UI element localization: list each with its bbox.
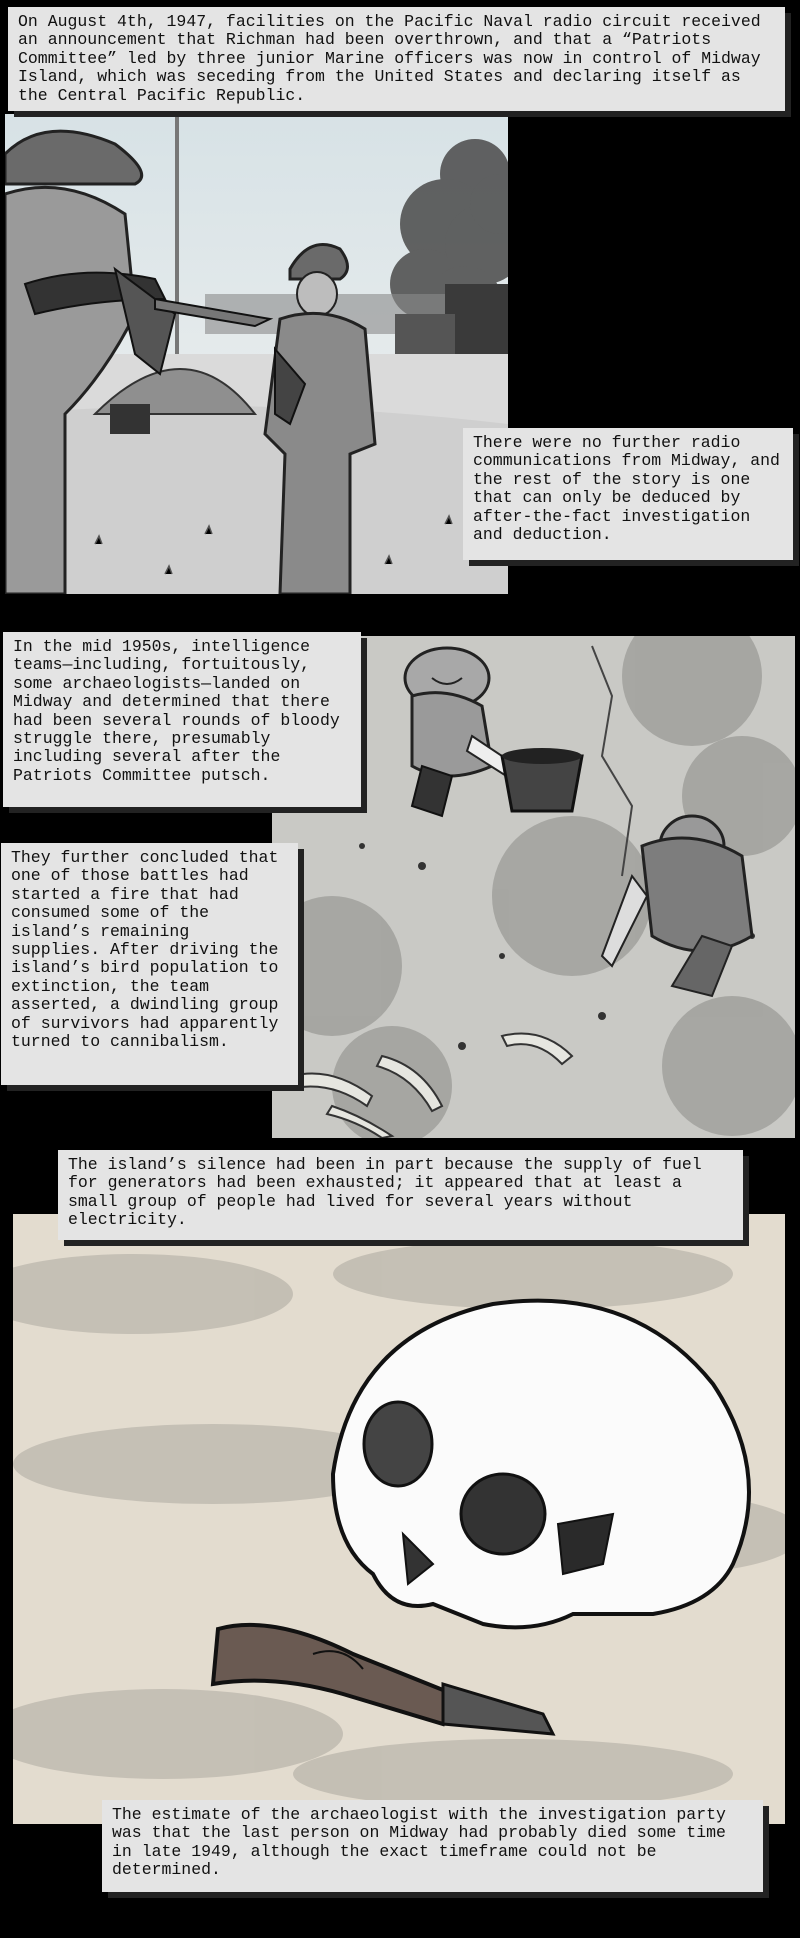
- caption-intelligence-teams: [3, 632, 361, 807]
- caption-islands-silence: [58, 1150, 743, 1240]
- caption-last-person-estimate: [102, 1800, 763, 1892]
- bucket: [502, 756, 582, 811]
- caption-text: In the mid 1950s, intelligence teams—including, fortuitously, some archaeologists—landed on Midway and determined that there had been several rounds of bloody struggle there, presumably including several after the Patriots Committee putsch.: [13, 637, 350, 785]
- comic-panel-3: [13, 1214, 785, 1824]
- caption-text: The island’s silence had been in part because the supply of fuel for generators had been exhausted; it appeared that at least a small group of people had lived for several years without electricity.: [68, 1155, 712, 1230]
- caption-text: They further concluded that one of those battles had started a fire that had consumed some of the island’s remaining supplies. After driving the island’s bird population to extinction, the team asserted, a dwindling group of survivors had apparently turned to cannibalism.: [11, 848, 289, 1052]
- caption-text: On August 4th, 1947, facilities on the Pacific Naval radio circuit received an announcement that Richman had been overthrown, and that a “Patriots Committee” led by three junior Marine officers was now in control of Midway Island, which was seceding from the United States and declaring itself as the Central Pacific Republic.: [18, 12, 771, 105]
- comic-panel-1: [5, 114, 508, 594]
- caption-fire-and-cannibalism: [1, 843, 298, 1085]
- caption-text: There were no further radio communications from Midway, and the rest of the story is one that can only be deduced by after-the-fact investigation and deduction.: [473, 433, 790, 545]
- caption-text: The estimate of the archaeologist with the investigation party was that the last person on Midway had probably died some time in late 1949, although the exact timeframe could not be determined.: [112, 1805, 736, 1880]
- caption-no-further-comms: [463, 428, 793, 560]
- caption-radio-announcement: [8, 7, 785, 111]
